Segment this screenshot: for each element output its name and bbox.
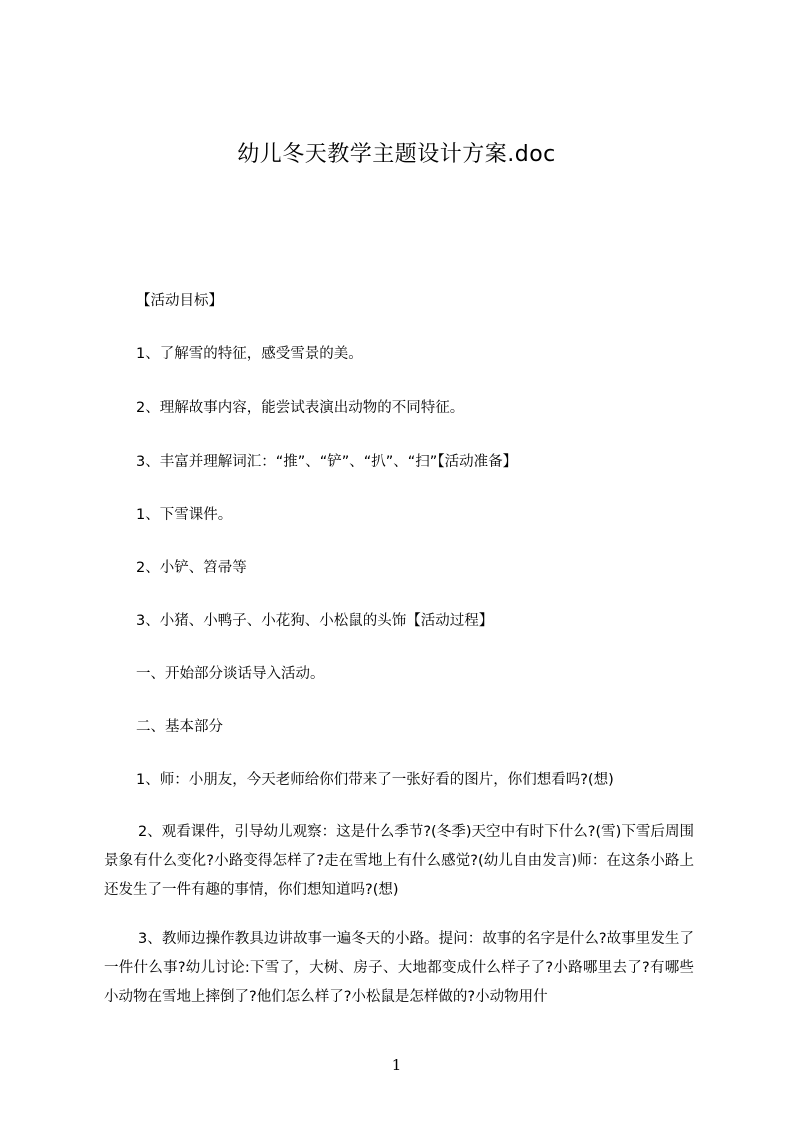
preparation-item-3: 3、小猪、小鸭子、小花狗、小松鼠的头饰【活动过程】 — [136, 613, 494, 629]
goal-item-1: 1、了解雪的特征，感受雪景的美。 — [136, 346, 363, 362]
page-number: 1 — [391, 1056, 402, 1074]
goal-item-3: 3、丰富并理解词汇：“推”、“铲”、“扒”、“扫”【活动准备】 — [136, 454, 518, 470]
process-part-1: 一、开始部分谈话导入活动。 — [136, 666, 325, 682]
goal-item-2: 2、理解故事内容，能尝试表演出动物的不同特征。 — [136, 400, 465, 416]
process-step-3-paragraph: 3、教师边操作教具边讲故事一遍冬天的小路。提问：故事的名字是什么?故事里发生了一件什么事?幼儿讨论:下雪了，大树、房子、大地都变成什么样子了?小路哪里去了?有哪些小动物在雪地上摔倒了?他们怎么样了?小松鼠是怎样做的?小动物用什 — [104, 931, 694, 1005]
process-part-2: 二、基本部分 — [136, 719, 223, 735]
preparation-item-1: 1、下雪课件。 — [136, 507, 233, 523]
section-heading-activity-goals: 【活动目标】 — [136, 293, 223, 309]
preparation-item-2: 2、小铲、笤帚等 — [136, 560, 247, 576]
document-title: 幼儿冬天教学主题设计方案.doc — [237, 142, 556, 167]
process-step-1: 1、师：小朋友，今天老师给你们带来了一张好看的图片，你们想看吗?(想) — [136, 772, 614, 788]
process-step-2-paragraph: 2、观看课件，引导幼儿观察：这是什么季节?(冬季)天空中有时下什么?(雪)下雪后周围景象有什么变化?小路变得怎样了?走在雪地上有什么感觉?(幼儿自由发言)师：在这条小路上还发生了一件有趣的事情，你们想知道吗?(想) — [104, 824, 694, 898]
